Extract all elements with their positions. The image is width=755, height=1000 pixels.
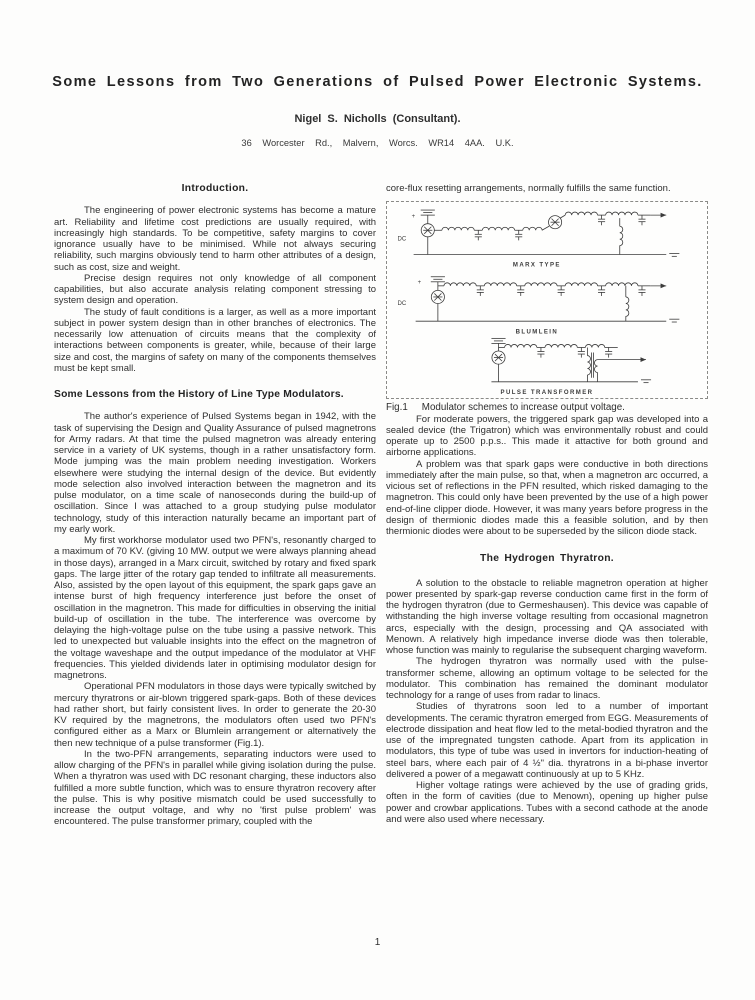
address-line: 36 Worcester Rd., Malvern, Worcs. WR14 4AA. U.K. bbox=[241, 138, 514, 148]
paragraph: The study of fault conditions is a larger, as well as a more important subject in power system design than in other branches of electronics. The necessarily low attenuation of circuits means that the complexity of interactions between components is greater, while, because of their large size and cost, the margins of safety on many of the components themselves must be kept small. bbox=[54, 306, 376, 374]
page-title: Some Lessons from Two Generations of Pulsed Power Electronic Systems. bbox=[52, 74, 703, 90]
pulse-transformer-circuit bbox=[491, 339, 651, 397]
introduction-heading: Introduction. bbox=[181, 183, 249, 194]
paragraph: Higher voltage ratings were achieved by the use of grading grids, often in the form of cavities (due to Menown), opening up higher pulse power and crowbar applications. Tubes with a second cathode at the anode and were also used where necessary. bbox=[386, 780, 708, 825]
figure-caption-text: Modulator schemes to increase output voltage. bbox=[421, 402, 625, 414]
paragraph: The engineering of power electronic systems has become a mature art. Reliability and lifetime cost predictions are usually required, with increasingly high standards. To be competitive, safety margins to cover ignorance usually have to be minimised. While not always securing reliability, such margins obviously tend to harm other attributes of a design, such as cost, size and weight. bbox=[54, 205, 376, 273]
figure-caption-number: Fig.1 bbox=[386, 402, 408, 414]
hydrogen-thyratron-heading: The Hydrogen Thyratron. bbox=[480, 553, 614, 565]
pulse-transformer-label: PULSE TRANSFORMER bbox=[500, 390, 594, 397]
figure-1 bbox=[386, 201, 708, 399]
plus-symbol: + bbox=[411, 214, 416, 221]
marx-type-label: MARX TYPE bbox=[512, 262, 561, 269]
paragraph: A solution to the obstacle to reliable magnetron operation at higher power presented by spark-gap reverse conduction came first in the form of the hydrogen thyratron (due to Germeshausen). This device was capable of withstanding the high inverse voltage resulting from occasional magnetron arcs, especially with the design, processing and QA associated with Menown. A relatively high impedance inverse diode was then tolerable, whose function was mainly to regularise the subsequent charging waveform. bbox=[386, 577, 708, 656]
paragraph: Precise design requires not only knowledge of all component capabilities, but also accurate analysis relating component stressing to system design and operation. bbox=[54, 272, 376, 307]
blumlein-circuit bbox=[397, 277, 679, 336]
paragraph: The author's experience of Pulsed Systems began in 1942, with the task of supervising the Design and Quality Assurance of pulsed magnetrons for Army radars. At that time the pulsed magnetron was already entering service in a variety of UK systems, though in a rather unsatisfactory form. Mode jumping was the main problem needing investigation. Workers elsewhere were studying the internal design of the device. But evidently mode selection also involved interaction between the magnetron and its pulse modulator, on a time scale of nanoseconds during the build-up of oscillation. Since I was attached to a group studying pulse modulator technology, study of this interaction naturally became an important part of my early work. bbox=[54, 411, 376, 535]
paragraph: In the two-PFN arrangements, separating inductors were used to allow charging of the PFN's in parallel while giving isolation during the pulse. When a thyratron was used with DC resonant charging, these inductors also fulfilled a more subtle function, which was to ensure thyratron recovery after the pulse. This is why positive mismatch could be used successfully to increase the output voltage, and why no 'first pulse problem' was encountered. The pulse transformer primary, coupled with the bbox=[54, 748, 376, 828]
marx-circuit bbox=[397, 210, 679, 269]
history-section-heading: Some Lessons from the History of Line Type Modulators. bbox=[54, 389, 344, 400]
modulator-circuit-diagram bbox=[394, 204, 700, 398]
dc-label: DC bbox=[397, 301, 407, 308]
right-column bbox=[386, 183, 708, 825]
dc-label: DC bbox=[397, 236, 407, 243]
figure-caption bbox=[386, 402, 708, 413]
left-column bbox=[54, 183, 376, 828]
page-number: 1 bbox=[374, 937, 381, 948]
plus-symbol: + bbox=[417, 280, 422, 287]
paragraph-continuation: core-flux resetting arrangements, normally fulfills the same function. bbox=[386, 183, 671, 194]
paragraph: Operational PFN modulators in those days were typically switched by mercury thyratrons or air-blown triggered spark-gaps. Both of these devices had rather short, but fairly consistent lives. In order to generate the 20-30 KV required by the magnetrons, the modulators often used two PFN's configured either as a Marx or Blumlein arrangement or alternatively the then new technique of a pulse transformer (Fig.1). bbox=[54, 681, 376, 749]
author-line: Nigel S. Nicholls (Consultant). bbox=[294, 113, 461, 125]
paragraph: For moderate powers, the triggered spark gap was developed into a sealed device (the Trigatron) which was environmentally robust and could operate up to 2500 p.p.s.. This made it attactive for both ground and airborne applications. bbox=[386, 413, 708, 459]
paragraph: A problem was that spark gaps were conductive in both directions immediately after the main pulse, so that, when a magnetron arc occurred, a vicious set of reflections in the PFN resulted, which risked damaging to the magnetron. This could only have been prevented by the use of a high power end-of-line clipper diode. However, it was many years before progress in the design of thermionic diodes made this a feasible solution, and by then thermionic diodes were about to be superseded by the silicon diode stack. bbox=[386, 458, 708, 537]
paragraph: My first workhorse modulator used two PFN's, resonantly charged to a maximum of 70 KV. (giving 10 MW. output we were always planning ahead in those days), arranged in a Marx circuit, switched by rotary and fixed spark gaps. The large jitter of the rotary gap tended to infiltrate all measurements. Also, assisted by the open layout of this equipment, the spark gaps gave an intense burst of high frequency interference just before the onset of oscillation in the magnetron. This made for difficulties in observing the initial build-up of oscillation in the tube. The interference was overcome by delaying the high-voltage pulse on the tube using a passive network. This led to unexpected but valuable insights into the effect on the magnetron of the voltage waveshape and the output impedance of the modulator at VHF frequencies. This yielded dividends later in optimising modulator design for magnetrons. bbox=[54, 535, 376, 681]
paragraph: Studies of thyratrons soon led to a number of important developments. The ceramic thyratron emerged from EGG. Measurements of electrode dissipation and heat flow led to the metal-bodied thyratron and the use of the impregnated tungsten cathode. Apart from its application in modulators, this type of tube was used in invertors for induction-heating of steel bars, where each pair of 4 ½" dia. thyratrons in a bi-phase invertor delivered a power of a megawatt continuously at up to 5 KHz. bbox=[386, 701, 708, 780]
blumlein-label: BLUMLEIN bbox=[515, 329, 559, 336]
paragraph: The hydrogen thyratron was normally used with the pulse-transformer scheme, allowing an optimum voltage to be selected for the modulator. This combination has remained the dominant modulator technology for a range of uses from radar to linacs. bbox=[386, 656, 708, 701]
